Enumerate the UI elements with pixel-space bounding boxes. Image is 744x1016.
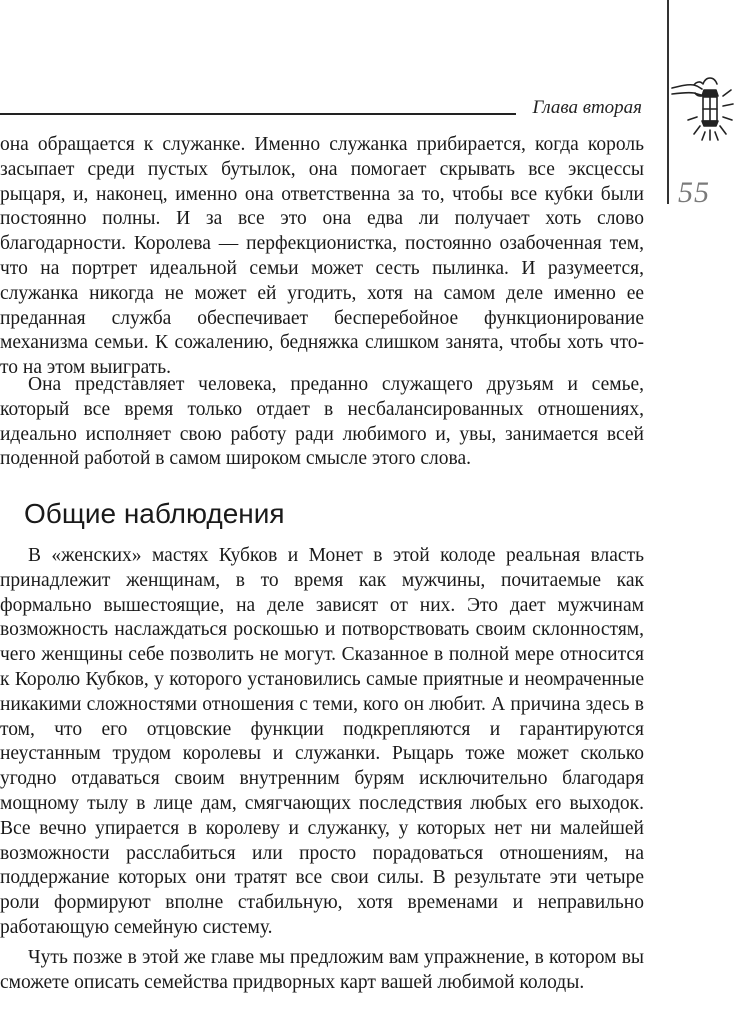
page-number: 55 <box>678 176 710 209</box>
chapter-title: Глава вторая <box>532 97 642 118</box>
header-rule <box>0 113 516 115</box>
body-paragraph: Чуть позже в этой же главе мы предложим вам упражнение, в котором вы сможете описать семейства придворных карт вашей любимой колоды. <box>0 947 644 993</box>
running-header <box>0 96 648 120</box>
body-paragraph: В «женских» мастях Кубков и Монет в этой колоде реальная власть принадлежит женщинам, в то время как мужчины, почитаемые как формально вышестоящие, на деле зависят от них. Это дает мужчинам возможность наслаждаться роскошью и потворствовать своим склонностям, чего женщины себе позволить не могут. Сказанное в полной мере относится к Королю Кубков, у которого установились самые приятные и неомраченные никакими сложностями отношения с теми, кого он любит. А причина здесь в том, что его отцовские функции подкрепляются и гарантируются неустанным трудом королевы и служанки. Рыцарь тоже может сколько угодно отдаваться своим внутренним бурям исключительно благодаря мощному тылу в лице дам, смягчающих последствия любых его выходок. Все вечно упирается в королеву и служанку, у которых нет ни малейшей возможности расслабиться или просто порадоваться отношениям, на поддержание которых они тратят все свои силы. В результате эти четыре роли формируют вполне стабильную, хотя временами и неправильно работающую семейную систему. <box>0 545 644 938</box>
body-paragraph-continuation: она обращается к служанке. Именно служанка прибирается, когда король засыпает среди пустых бутылок, она помогает скрывать все эксцессы рыцаря, и, наконец, именно она ответственна за то, чтобы все кубки были постоянно полны. И за все это она едва ли получает хоть слово благодарности. Королева — перфекционистка, постоянно озабоченная тем, что на портрет идеальной семьи может сесть пылинка. И разумеется, служанка никогда не может ей угодить, хотя на самом деле именно ее преданная служба обеспечивает бесперебойное функционирование механизма семьи. К сожалению, бедняжка слишком занята, чтобы хоть что-то на этом выиграть. <box>0 134 644 379</box>
body-paragraph: Она представляет человека, преданно служащего друзьям и семье, который все время только отдает в несбалансированных отношениях, идеально исполняет свою работу ради любимого и, увы, занимается всей поденной работой в самом широком смысле этого слова. <box>0 374 644 470</box>
section-heading: Общие наблюдения <box>24 498 285 529</box>
margin-rule <box>667 0 669 204</box>
lantern-icon <box>670 62 740 162</box>
